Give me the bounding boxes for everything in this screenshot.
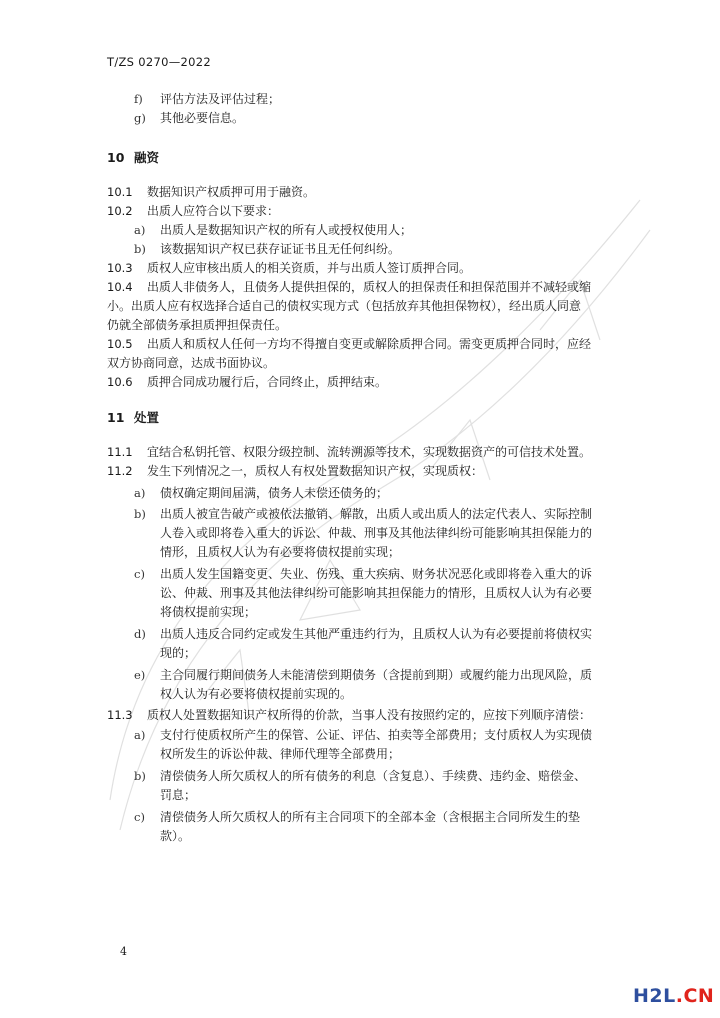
section-11-title: 处置 [134, 410, 160, 425]
clause-text: 数据知识产权质押可用于融资。 [147, 185, 316, 199]
clause-text: 宜结合私钥托管、权限分级控制、流转溯源等技术，实现数据资产的可信技术处置。 [147, 445, 592, 459]
list-item: 清偿债务人所欠质权人的所有债务的利息（含复息）、手续费、违约金、赔偿金、 [160, 769, 587, 783]
clause-number: 11.2 [107, 464, 133, 478]
list-label: b) [134, 507, 146, 521]
list-item: 现的； [160, 646, 197, 660]
list-label-f: f) [134, 92, 143, 106]
list-item: 出质人发生国籍变更、失业、伤残、重大疾病、财务状况恶化或即将卷入重大的诉 [160, 567, 593, 581]
list-item: 情形，且质权人认为有必要将债权提前实现； [160, 545, 401, 559]
list-item: 债权确定期间届满，债务人未偿还债务的； [160, 486, 389, 500]
clause-number: 10.6 [107, 375, 133, 389]
clause-number: 11.3 [107, 708, 133, 722]
section-10-title: 融资 [134, 150, 160, 165]
list-item: 该数据知识产权已获存证证书且无任何纠纷。 [160, 242, 401, 256]
list-item: 出质人违反合同约定或发生其他严重违约行为，且质权人认为有必要提前将债权实 [160, 627, 593, 641]
list-item-f: 评估方法及评估过程； [160, 92, 281, 106]
clause-text: 双方协商同意，达成书面协议。 [107, 356, 276, 370]
list-item: 主合同履行期间债务人未能清偿到期债务（含提前到期）或履约能力出现风险，质 [160, 668, 593, 682]
logo-part-h2l: H2L [633, 985, 676, 1007]
clause-text: 出质人和质权人任何一方均不得擅自变更或解除质押合同。需变更质押合同时，应经 [147, 337, 592, 351]
list-label: a) [134, 728, 146, 742]
clause-number: 10.5 [107, 337, 133, 351]
clause-text: 小。出质人应有权选择合适自己的债权实现方式（包括放弃其他担保物权），经出质人同意 [107, 299, 582, 313]
clause-text: 质权人处置数据知识产权所得的价款，当事人没有按照约定的，应按下列顺序清偿： [147, 708, 592, 722]
list-item: 罚息； [160, 788, 197, 802]
list-item: 人卷入或即将卷入重大的诉讼、仲裁、刑事及其他法律纠纷可能影响其担保能力的 [160, 526, 593, 540]
clause-text: 仍就全部债务承担质押担保责任。 [107, 318, 288, 332]
list-label: c) [134, 567, 145, 581]
list-item: 出质人是数据知识产权的所有人或授权使用人； [160, 223, 413, 237]
clause-number: 10.1 [107, 185, 133, 199]
clause-text: 出质人非债务人，且债务人提供担保的，质权人的担保责任和担保范围并不减轻或缩 [147, 280, 592, 294]
list-label: a) [134, 486, 146, 500]
list-item: 支付行使质权所产生的保管、公证、评估、拍卖等全部费用；支付质权人为实现债 [160, 728, 593, 742]
clause-number: 11.1 [107, 445, 133, 459]
list-label: a) [134, 223, 146, 237]
list-label-g: g) [134, 111, 146, 125]
section-11-number: 11 [107, 410, 125, 425]
clause-text: 发生下列情况之一，质权人有权处置数据知识产权，实现质权： [147, 464, 484, 478]
list-label: d) [134, 627, 146, 641]
clause-text: 出质人应符合以下要求： [147, 204, 280, 218]
list-label: e) [134, 668, 146, 682]
list-item: 将债权提前实现； [160, 605, 257, 619]
clause-number: 10.2 [107, 204, 133, 218]
list-item-g: 其他必要信息。 [160, 111, 245, 125]
page-number: 4 [120, 945, 127, 958]
list-item: 款）。 [160, 829, 191, 843]
logo-part-cn: .CN [675, 985, 715, 1007]
clause-number: 10.4 [107, 280, 133, 294]
list-label: c) [134, 810, 145, 824]
list-item: 权所发生的诉讼仲裁、律师代理等全部费用； [160, 747, 401, 761]
list-item: 权人认为有必要将债权提前实现的。 [160, 687, 353, 701]
document-id-header: T/ZS 0270—2022 [107, 55, 211, 69]
clause-text: 质权人应审核出质人的相关资质，并与出质人签订质押合同。 [147, 261, 472, 275]
section-10-number: 10 [107, 150, 125, 165]
list-item: 出质人被宣告破产或被依法撤销、解散，出质人或出质人的法定代表人、实际控制 [160, 507, 593, 521]
site-logo[interactable] [633, 985, 714, 1007]
list-item: 清偿债务人所欠质权人的所有主合同项下的全部本金（含根据主合同所发生的垫 [160, 810, 581, 824]
clause-text: 质押合同成功履行后，合同终止，质押结束。 [147, 375, 388, 389]
list-label: b) [134, 769, 146, 783]
clause-number: 10.3 [107, 261, 133, 275]
list-item: 讼、仲裁、刑事及其他法律纠纷可能影响其担保能力的情形，且质权人认为有必要 [160, 586, 593, 600]
list-label: b) [134, 242, 146, 256]
